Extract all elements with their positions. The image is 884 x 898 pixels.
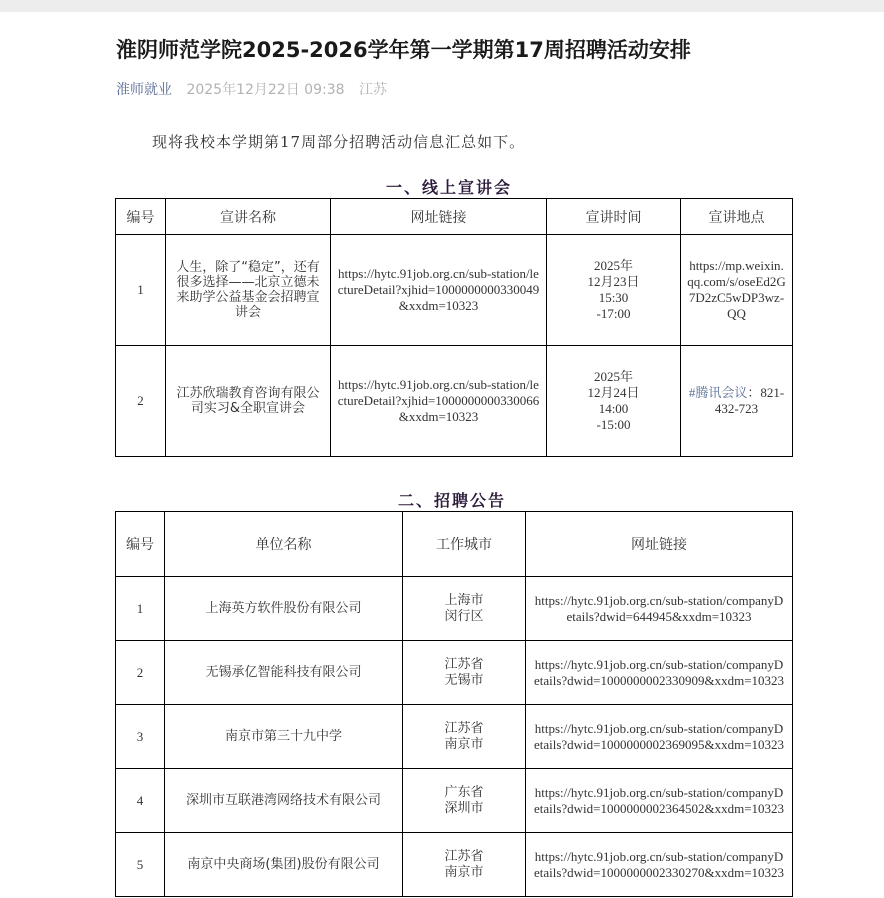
talk-name: 江苏欣瑞教育咨询有限公司实习&全职宣讲会 bbox=[166, 346, 331, 457]
header-time: 宣讲时间 bbox=[547, 199, 681, 235]
time-end: -15:00 bbox=[596, 417, 631, 432]
talk-place bbox=[681, 346, 793, 457]
row-no: 1 bbox=[116, 577, 165, 641]
table-row bbox=[116, 833, 793, 897]
company-name: 无锡承亿智能科技有限公司 bbox=[165, 641, 403, 705]
row-no: 2 bbox=[116, 641, 165, 705]
talk-name: 人生，除了“稳定”，还有很多选择——北京立德未来助学公益基金会招聘宣讲会 bbox=[166, 235, 331, 346]
row-no: 2 bbox=[116, 346, 166, 457]
work-city bbox=[403, 769, 526, 833]
time-year: 2025年 bbox=[593, 258, 633, 273]
meeting-id: ：821-432-723 bbox=[714, 385, 785, 416]
online-talks-table bbox=[115, 198, 793, 457]
work-city bbox=[403, 641, 526, 705]
header-url: 网址链接 bbox=[331, 199, 547, 235]
city-line-2: 无锡市 bbox=[444, 672, 484, 688]
city-line-2: 南京市 bbox=[444, 864, 484, 880]
company-url-link[interactable]: https://hytc.91job.org.cn/sub-station/companyDetails?dwid=1000000002330909&xxdm=10323 bbox=[526, 641, 793, 705]
table-row bbox=[116, 769, 793, 833]
city-line-1: 江苏省 bbox=[444, 720, 484, 736]
row-no: 3 bbox=[116, 705, 165, 769]
header-no: 编号 bbox=[116, 512, 165, 577]
time-day: 12月24日 bbox=[587, 385, 640, 400]
talk-place-link[interactable]: https://mp.weixin.qq.com/s/oseEd2G7D2zC5wDP3wz-QQ bbox=[681, 235, 793, 346]
publish-date: 2025年12月22日 09:38 bbox=[186, 82, 345, 98]
company-url-link[interactable]: https://hytc.91job.org.cn/sub-station/companyDetails?dwid=1000000002330270&xxdm=10323 bbox=[526, 833, 793, 897]
city-line-1: 广东省 bbox=[444, 784, 484, 800]
city-line-2: 南京市 bbox=[444, 736, 484, 752]
work-city bbox=[403, 705, 526, 769]
city-line-2: 深圳市 bbox=[444, 800, 484, 816]
table-row bbox=[116, 235, 793, 346]
header-talk-name: 宣讲名称 bbox=[166, 199, 331, 235]
table-row bbox=[116, 346, 793, 457]
table-row bbox=[116, 577, 793, 641]
time-start: 15:30 bbox=[598, 290, 629, 305]
time-year: 2025年 bbox=[593, 369, 633, 384]
talk-url-link[interactable]: https://hytc.91job.org.cn/sub-station/lectureDetail?xjhid=1000000000330049&xxdm=10323 bbox=[331, 235, 547, 346]
article-title: 淮阴师范学院2025-2026学年第一学期第17周招聘活动安排 bbox=[116, 38, 691, 62]
header-url: 网址链接 bbox=[526, 512, 793, 577]
time-start: 14:00 bbox=[598, 401, 629, 416]
tencent-meeting-hashtag[interactable]: #腾讯会议 bbox=[688, 385, 748, 400]
time-end: -17:00 bbox=[596, 306, 631, 321]
row-no: 1 bbox=[116, 235, 166, 346]
talk-time bbox=[547, 235, 681, 346]
table-header-row bbox=[116, 512, 793, 577]
section-title-job-notices: 二、招聘公告 bbox=[398, 491, 507, 510]
table-row bbox=[116, 641, 793, 705]
section-title-online-talks: 一、线上宣讲会 bbox=[386, 178, 513, 197]
table-row bbox=[116, 705, 793, 769]
city-line-1: 江苏省 bbox=[444, 656, 484, 672]
company-name: 南京市第三十九中学 bbox=[165, 705, 403, 769]
header-company: 单位名称 bbox=[165, 512, 403, 577]
article-meta bbox=[116, 79, 387, 99]
table-header-row bbox=[116, 199, 793, 235]
row-no: 5 bbox=[116, 833, 165, 897]
author-link[interactable]: 淮师就业 bbox=[116, 82, 172, 98]
top-bar bbox=[0, 0, 884, 12]
company-name: 上海英方软件股份有限公司 bbox=[165, 577, 403, 641]
intro-paragraph: 现将我校本学期第17周部分招聘活动信息汇总如下。 bbox=[152, 133, 526, 151]
city-line-1: 江苏省 bbox=[444, 848, 484, 864]
city-line-1: 上海市 bbox=[444, 592, 484, 608]
header-city: 工作城市 bbox=[403, 512, 526, 577]
talk-url-link[interactable]: https://hytc.91job.org.cn/sub-station/lectureDetail?xjhid=1000000000330066&xxdm=10323 bbox=[331, 346, 547, 457]
work-city bbox=[403, 577, 526, 641]
work-city bbox=[403, 833, 526, 897]
row-no: 4 bbox=[116, 769, 165, 833]
city-line-2: 闵行区 bbox=[444, 608, 484, 624]
company-name: 深圳市互联港湾网络技术有限公司 bbox=[165, 769, 403, 833]
header-place: 宣讲地点 bbox=[681, 199, 793, 235]
publish-location: 江苏 bbox=[358, 82, 387, 98]
company-url-link[interactable]: https://hytc.91job.org.cn/sub-station/companyDetails?dwid=644945&xxdm=10323 bbox=[526, 577, 793, 641]
job-notices-table bbox=[115, 511, 793, 897]
time-day: 12月23日 bbox=[587, 274, 640, 289]
company-url-link[interactable]: https://hytc.91job.org.cn/sub-station/companyDetails?dwid=1000000002364502&xxdm=10323 bbox=[526, 769, 793, 833]
header-no: 编号 bbox=[116, 199, 166, 235]
company-url-link[interactable]: https://hytc.91job.org.cn/sub-station/companyDetails?dwid=1000000002369095&xxdm=10323 bbox=[526, 705, 793, 769]
talk-time bbox=[547, 346, 681, 457]
company-name: 南京中央商场(集团)股份有限公司 bbox=[165, 833, 403, 897]
